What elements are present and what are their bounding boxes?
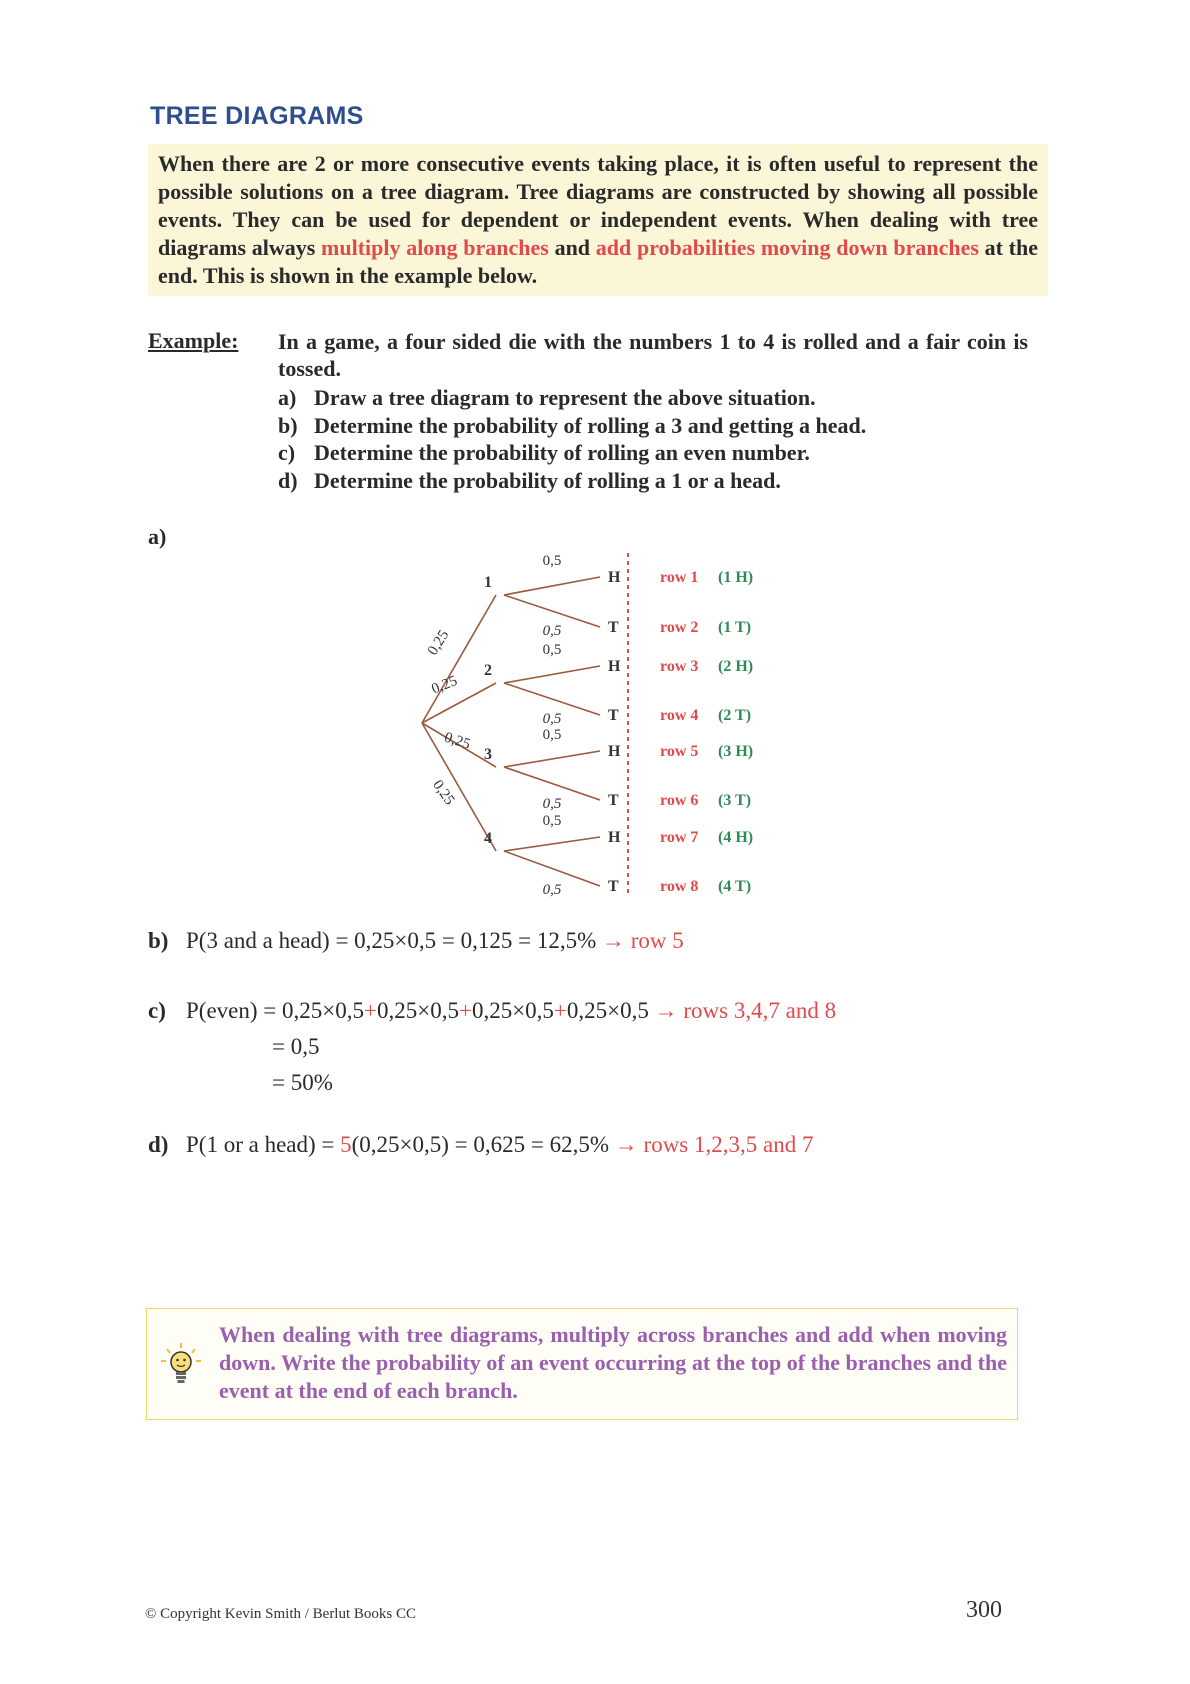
coin-branch-prob: 0,5 [542, 623, 562, 639]
page-number: 300 [966, 1597, 1002, 1623]
page-title: TREE DIAGRAMS [150, 102, 364, 130]
die-outcome-label: 2 [484, 662, 492, 679]
first-branch-prob: 0,25 [429, 777, 458, 809]
leaf-outcome: T [608, 707, 619, 724]
first-branch-prob: 0,25 [429, 672, 460, 698]
outcome-label: (3 H) [718, 743, 754, 760]
copyright-footer: © Copyright Kevin Smith / Berlut Books CC [145, 1606, 416, 1622]
row-label: row 1 [660, 569, 699, 586]
row-label: row 2 [660, 619, 699, 636]
first-branch-prob: 0,25 [424, 627, 453, 659]
intro-highlight-multiply: multiply along branches [321, 235, 549, 260]
coin-branch-prob: 0,5 [542, 711, 562, 727]
outcome-label: (4 T) [718, 878, 752, 895]
outcome-label: (1 H) [718, 569, 754, 586]
coin-branch-prob: 0,5 [542, 796, 562, 812]
second-branch [504, 751, 600, 767]
example-label: Example: [148, 328, 239, 353]
lightbulb-icon [159, 1341, 203, 1391]
answer-b: b) P(3 and a head) = 0,25×0,5 = 0,125 = 12,5% → row 5 [148, 928, 684, 953]
answer-d-ref: → rows 1,2,3,5 and 7 [609, 1132, 814, 1157]
second-branch [504, 577, 600, 595]
tip-box [146, 1308, 1018, 1420]
answer-c-ref: → rows 3,4,7 and 8 [648, 998, 837, 1023]
question-c: c) Determine the probability of rolling an even number. [278, 440, 810, 465]
leaf-outcome: H [608, 829, 621, 846]
answer-c: c) P(even) = 0,25×0,5+0,25×0,5+0,25×0,5+0,25×0,5 → rows 3,4,7 and 8 [148, 998, 837, 1023]
outcome-label: (4 H) [718, 829, 754, 846]
intro-text: When there are 2 or more consecutive events taking place, it is often useful to represent the possible solutions on a tree diagram. Tree diagrams are constructed by showing all possible events. They can be used for dependent or independent events. When dealing with tree diagrams always [158, 151, 1038, 260]
leaf-outcome: T [608, 878, 619, 895]
coin-branch-prob: 0,5 [542, 813, 562, 829]
die-outcome-label: 3 [484, 746, 492, 763]
outcome-label: (1 T) [718, 619, 752, 636]
outcome-label: (2 H) [718, 658, 754, 675]
die-outcome-label: 4 [484, 830, 492, 847]
question-d: d) Determine the probability of rolling a 1 or a head. [278, 467, 781, 493]
coin-branch-prob: 0,5 [542, 642, 562, 658]
tip-text: When dealing with tree diagrams, multiply across branches and add when moving down. Write the probability of an event occurring at the top of the branches and the event at the end of each branch. [219, 1322, 1007, 1403]
leaf-outcome: H [608, 569, 621, 586]
outcome-label: (3 T) [718, 792, 752, 809]
intro-highlight-add: add probabilities moving down branches [595, 235, 979, 260]
example-questions [278, 384, 866, 494]
first-branch-prob: 0,25 [442, 729, 473, 753]
answer-c-line3: = 50% [272, 1070, 333, 1095]
row-label: row 5 [660, 743, 699, 760]
intro-text-and: and [548, 235, 596, 260]
coin-branch-prob: 0,5 [542, 553, 562, 569]
answer-d: d) P(1 or a head) = 5(0,25×0,5) = 0,625 = 62,5% → rows 1,2,3,5 and 7 [148, 1132, 814, 1157]
example-text: In a game, a four sided die with the numbers 1 to 4 is rolled and a fair coin is tossed. [278, 329, 1028, 381]
second-branch [504, 666, 600, 683]
leaf-outcome: T [608, 619, 619, 636]
intro-text-end: at the end. This is shown in the example below. [158, 235, 1039, 288]
answer-c-line2: = 0,5 [272, 1034, 320, 1059]
second-branch [504, 851, 600, 886]
second-branch [504, 837, 600, 851]
row-label: row 7 [660, 829, 699, 846]
outcome-label: (2 T) [718, 707, 752, 724]
answer-b-ref: → row 5 [596, 928, 684, 953]
row-label: row 4 [660, 707, 699, 724]
row-label: row 3 [660, 658, 699, 675]
die-outcome-label: 1 [484, 574, 492, 591]
intro-box [148, 144, 1048, 296]
leaf-outcome: H [608, 658, 621, 675]
answer-b-expr: P(3 and a head) = 0,25×0,5 = 0,125 = 12,5% [186, 928, 597, 953]
tree-diagram [400, 545, 830, 915]
question-b: b) Determine the probability of rolling a 3 and getting a head. [278, 412, 867, 438]
row-label: row 6 [660, 792, 699, 809]
leaf-outcome: H [608, 743, 621, 760]
coin-branch-prob: 0,5 [542, 727, 562, 743]
coin-branch-prob: 0,5 [542, 882, 562, 898]
question-a: a) Draw a tree diagram to represent the above situation. [278, 385, 816, 410]
leaf-outcome: T [608, 792, 619, 809]
row-label: row 8 [660, 878, 699, 895]
part-a-label: a) [148, 524, 167, 549]
